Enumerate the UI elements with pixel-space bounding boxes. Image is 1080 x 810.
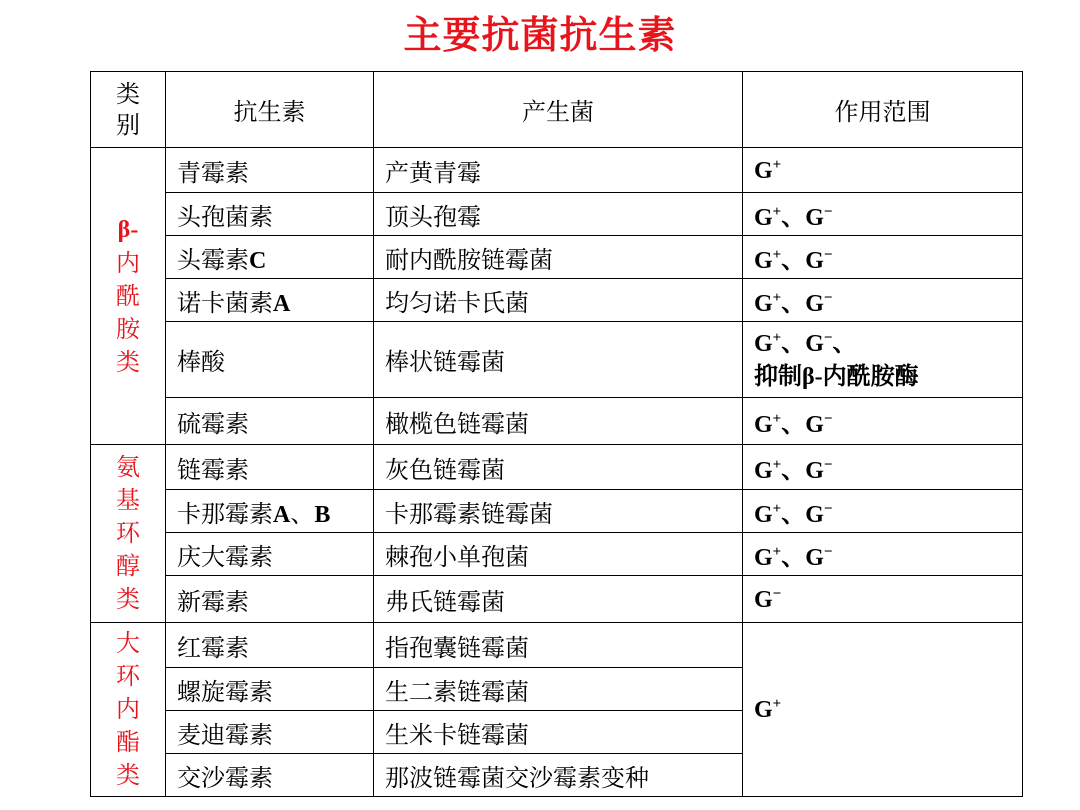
table-row: [91, 490, 1023, 533]
range-cell: G+: [743, 623, 1023, 797]
producer-cell: 均匀诺卡氏菌: [374, 279, 743, 322]
producer-cell: 卡那霉素链霉菌: [374, 490, 743, 533]
table-row: [91, 279, 1023, 322]
antibiotic-cell: 交沙霉素: [166, 754, 374, 797]
producer-cell: 生米卡链霉菌: [374, 711, 743, 754]
producer-cell: 顶头孢霉: [374, 193, 743, 236]
antibiotic-cell: 青霉素: [166, 148, 374, 193]
range-cell: G+、G−: [743, 279, 1023, 322]
table-body: [91, 148, 1023, 797]
category-cell: β- 内 酰 胺 类: [91, 148, 166, 445]
antibiotic-cell: 头孢菌素: [166, 193, 374, 236]
producer-cell: 耐内酰胺链霉菌: [374, 236, 743, 279]
antibiotic-cell: 硫霉素: [166, 398, 374, 445]
table-row: [91, 148, 1023, 193]
range-cell: G+、G−、 抑制β-内酰胺酶: [743, 322, 1023, 398]
antibiotic-cell: 链霉素: [166, 445, 374, 490]
range-cell: G+、G−: [743, 490, 1023, 533]
range-cell: G+、G−: [743, 398, 1023, 445]
producer-cell: 棒状链霉菌: [374, 322, 743, 398]
table-row: [91, 236, 1023, 279]
antibiotic-cell: 螺旋霉素: [166, 668, 374, 711]
header-category-label: 类 别: [116, 79, 140, 139]
antibiotic-cell: 卡那霉素A、B: [166, 490, 374, 533]
antibiotic-cell: 诺卡菌素A: [166, 279, 374, 322]
producer-cell: 橄榄色链霉菌: [374, 398, 743, 445]
table-row: [91, 445, 1023, 490]
antibiotic-cell: 头霉素C: [166, 236, 374, 279]
antibiotic-cell: 麦迪霉素: [166, 711, 374, 754]
antibiotic-cell: 棒酸: [166, 322, 374, 398]
producer-cell: 指孢囊链霉菌: [374, 623, 743, 668]
producer-cell: 弗氏链霉菌: [374, 576, 743, 623]
category-cell: 氨 基 环 醇 类: [91, 445, 166, 623]
antibiotic-cell: 新霉素: [166, 576, 374, 623]
producer-cell: 灰色链霉菌: [374, 445, 743, 490]
producer-cell: 产黄青霉: [374, 148, 743, 193]
table-header-row: [91, 72, 1023, 148]
range-cell: G+、G−: [743, 445, 1023, 490]
table-row: [91, 576, 1023, 623]
page-title: 主要抗菌抗生素: [403, 13, 677, 57]
table-row: [91, 623, 1023, 668]
producer-cell: 棘孢小单孢菌: [374, 533, 743, 576]
table-row: [91, 322, 1023, 398]
header-range: 作用范围: [743, 72, 1023, 148]
header-producer: 产生菌: [374, 72, 743, 148]
category-cell: 大 环 内 酯 类: [91, 623, 166, 797]
table-row: [91, 398, 1023, 445]
antibiotic-cell: 红霉素: [166, 623, 374, 668]
range-cell: G+: [743, 148, 1023, 193]
range-cell: G+、G−: [743, 533, 1023, 576]
range-cell: G+、G−: [743, 193, 1023, 236]
table-row: [91, 533, 1023, 576]
header-category: [91, 72, 166, 148]
producer-cell: 生二素链霉菌: [374, 668, 743, 711]
range-cell: G−: [743, 576, 1023, 623]
antibiotic-cell: 庆大霉素: [166, 533, 374, 576]
range-cell: G+、G−: [743, 236, 1023, 279]
antibiotics-table: [90, 71, 1023, 797]
producer-cell: 那波链霉菌交沙霉素变种: [374, 754, 743, 797]
header-antibiotic: 抗生素: [166, 72, 374, 148]
table-row: [91, 193, 1023, 236]
